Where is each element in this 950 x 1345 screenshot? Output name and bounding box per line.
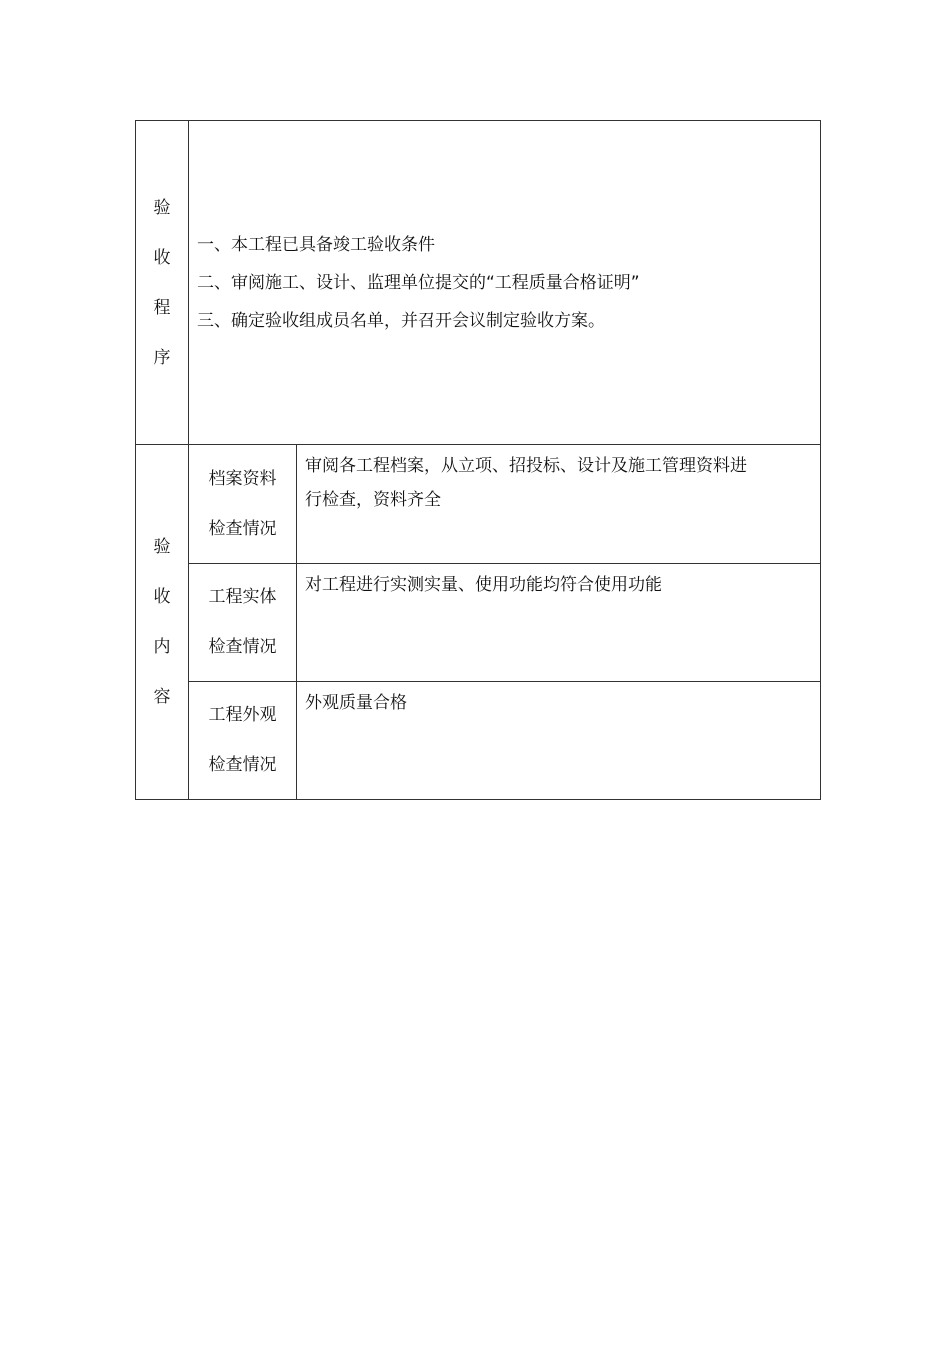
- archives-check-label: [189, 445, 297, 563]
- procedure-row: [136, 121, 821, 445]
- label-line: 工程外观: [208, 705, 277, 726]
- procedure-step: 二、审阅施工、设计、监理单位提交的“工程质量合格证明”: [197, 272, 640, 293]
- label-line: 检查情况: [208, 755, 277, 776]
- entity-check-detail: [297, 563, 821, 681]
- content-row-archives: [136, 445, 821, 563]
- content-row-entity: [136, 563, 821, 681]
- appearance-check-label: [189, 681, 297, 799]
- procedure-label-char: 程: [153, 297, 171, 318]
- label-line: 档案资料: [208, 469, 277, 490]
- procedure-label-char: 序: [153, 347, 171, 368]
- procedure-label-char: 收: [153, 247, 171, 268]
- procedure-step: 一、本工程已具备竣工验收条件: [197, 234, 435, 255]
- procedure-label-char: 验: [153, 197, 171, 218]
- label-line: 检查情况: [208, 519, 277, 540]
- archives-check-detail: [297, 445, 821, 563]
- content-label-char: 容: [153, 687, 171, 708]
- procedure-step: 三、确定验收组成员名单，并召开会议制定验收方案。: [197, 310, 605, 331]
- content-label-char: 内: [153, 637, 171, 658]
- acceptance-table: [135, 120, 821, 800]
- detail-line: 对工程进行实测实量、使用功能均符合使用功能: [305, 574, 662, 595]
- content-label-char: 收: [153, 587, 171, 608]
- appearance-check-detail: [297, 681, 821, 799]
- detail-line: 审阅各工程档案，从立项、招投标、设计及施工管理资料进: [305, 456, 747, 477]
- label-line: 检查情况: [208, 637, 277, 658]
- detail-line: 行检查，资料齐全: [305, 490, 441, 511]
- entity-check-label: [189, 563, 297, 681]
- content-row-appearance: [136, 681, 821, 799]
- procedure-label: [136, 121, 189, 445]
- content-label: [136, 445, 189, 800]
- content-label-char: 验: [153, 537, 171, 558]
- label-line: 工程实体: [208, 587, 277, 608]
- procedure-content: [189, 121, 821, 445]
- detail-line: 外观质量合格: [305, 692, 407, 713]
